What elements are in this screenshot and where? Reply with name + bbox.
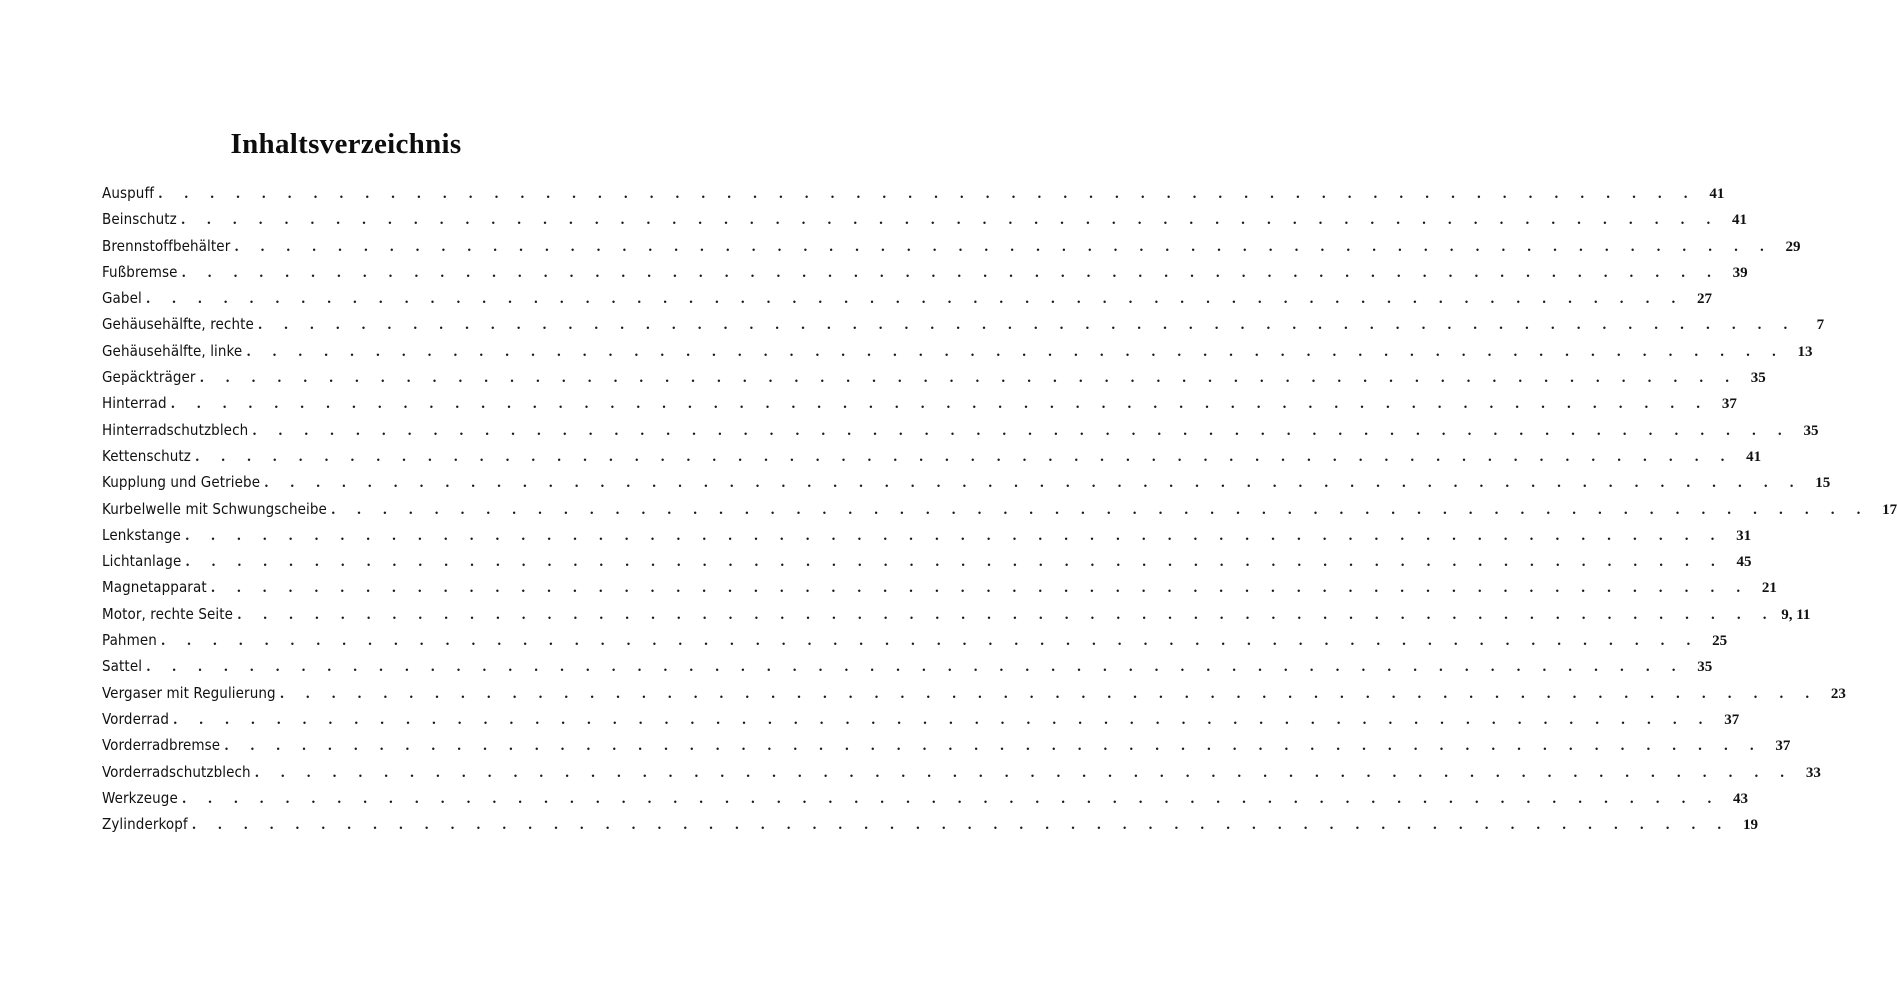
dot-leader: . . . . . . . . . . . . . . . . . . . . . . . . . . . . . . . . . . . . . . . . . . . . . . . . . . . . . . . . . . . .	[180, 213, 1719, 229]
toc-entry-label: Vorderradschutzblech	[102, 762, 251, 781]
toc-entry-label: Auspuff	[102, 184, 155, 202]
toc-entry-page-number: 9, 11	[1781, 606, 1811, 623]
dot-leader: . . . . . . . . . . . . . . . . . . . . . . . . . . . . . . . . . . . . . . . . . . . . . . . . . . . . . . . . . . . .	[181, 791, 1721, 807]
toc-entry-page-number: 29	[1785, 238, 1801, 255]
dot-leader: . . . . . . . . . . . . . . . . . . . . . . . . . . . . . . . . . . . . . . . . . . . . . . . . . . . . . . . . . . . .	[224, 739, 1763, 755]
dot-leader: . . . . . . . . . . . . . . . . . . . . . . . . . . . . . . . . . . . . . . . . . . . . . . . . . . . . . . . . . . . .	[264, 476, 1803, 492]
toc-entry-label: Gabel	[102, 289, 142, 308]
toc-entry-page-number: 37	[1775, 738, 1791, 755]
table-of-contents	[102, 180, 1897, 837]
dot-leader: . . . . . . . . . . . . . . . . . . . . . . . . . . . . . . . . . . . . . . . . . . . . . . . . . . . . . . . . . . . .	[170, 397, 1709, 413]
toc-entry	[102, 285, 1713, 311]
toc-entry-label: Gepäckträger	[102, 368, 196, 387]
toc-entry	[102, 259, 1748, 285]
dot-leader: . . . . . . . . . . . . . . . . . . . . . . . . . . . . . . . . . . . . . . . . . . . . . . . . . . . . . . . . . . . .	[279, 686, 1818, 702]
toc-entry	[102, 653, 1713, 679]
dot-leader: . . . . . . . . . . . . . . . . . . . . . . . . . . . . . . . . . . . . . . . . . . . . . . . . . . . . . . . . . . . .	[181, 265, 1720, 281]
dot-leader: . . . . . . . . . . . . . . . . . . . . . . . . . . . . . . . . . . . . . . . . . . . . . . . . . . . . . . . . . . . .	[158, 187, 1697, 202]
toc-entry	[102, 364, 1766, 390]
toc-entry	[102, 759, 1821, 785]
toc-entry	[102, 627, 1728, 653]
toc-entry-label: Hinterradschutzblech	[102, 420, 249, 439]
toc-entry-page-number: 41	[1709, 186, 1725, 202]
toc-entry-page-number: 41	[1746, 448, 1762, 465]
dot-leader: . . . . . . . . . . . . . . . . . . . . . . . . . . . . . . . . . . . . . . . . . . . . . . . . . . . . . . . . . . . .	[191, 818, 1730, 834]
dot-leader: . . . . . . . . . . . . . . . . . . . . . . . . . . . . . . . . . . . . . . . . . . . . . . . . . . . . . . . . . . . .	[254, 765, 1793, 781]
toc-entry-label: Brennstoffbehälter	[102, 236, 231, 255]
dot-leader: . . . . . . . . . . . . . . . . . . . . . . . . . . . . . . . . . . . . . . . . . . . . . . . . . . . . . . . . . . . .	[330, 502, 1870, 518]
toc-entry-page-number: 35	[1697, 659, 1713, 676]
dot-leader: . . . . . . . . . . . . . . . . . . . . . . . . . . . . . . . . . . . . . . . . . . . . . . . . . . . . . . . . . . . .	[237, 607, 1776, 623]
toc-entry	[102, 180, 1725, 206]
toc-entry-label: Vorderradbremse	[102, 736, 221, 755]
dot-leader: . . . . . . . . . . . . . . . . . . . . . . . . . . . . . . . . . . . . . . . . . . . . . . . . . . . . . . . . . . . .	[145, 292, 1685, 308]
toc-entry	[102, 233, 1801, 259]
toc-entry-label: Hinterrad	[102, 394, 167, 413]
toc-entry-page-number: 39	[1732, 264, 1748, 281]
toc-entry-label: Pahmen	[102, 631, 157, 650]
toc-entry-label: Vergaser mit Regulierung	[102, 683, 276, 702]
page-title: Inhaltsverzeichnis	[230, 128, 462, 160]
toc-entry-label: Kurbelwelle mit Schwungscheibe	[102, 499, 327, 518]
toc-entry	[102, 496, 1897, 522]
dot-leader: . . . . . . . . . . . . . . . . . . . . . . . . . . . . . . . . . . . . . . . . . . . . . . . . . . . . . . . . . . . .	[185, 555, 1724, 571]
dot-leader: . . . . . . . . . . . . . . . . . . . . . . . . . . . . . . . . . . . . . . . . . . . . . . . . . . . . . . . . . . . .	[173, 712, 1712, 728]
dot-leader: . . . . . . . . . . . . . . . . . . . . . . . . . . . . . . . . . . . . . . . . . . . . . . . . . . . . . . . . . . . .	[234, 239, 1773, 255]
dot-leader: . . . . . . . . . . . . . . . . . . . . . . . . . . . . . . . . . . . . . . . . . . . . . . . . . . . . . . . . . . . .	[252, 423, 1791, 439]
toc-entry	[102, 443, 1762, 469]
toc-entry-page-number: 37	[1724, 711, 1740, 728]
toc-entry-page-number: 13	[1797, 343, 1813, 360]
toc-entry-label: Vorderrad	[102, 709, 170, 728]
dot-leader: . . . . . . . . . . . . . . . . . . . . . . . . . . . . . . . . . . . . . . . . . . . . . . . . . . . . . . . . . . . .	[257, 318, 1797, 334]
toc-entry	[102, 548, 1752, 574]
toc-entry	[102, 574, 1777, 600]
dot-leader: . . . . . . . . . . . . . . . . . . . . . . . . . . . . . . . . . . . . . . . . . . . . . . . . . . . . . . . . . . . .	[210, 581, 1749, 597]
toc-entry-page-number: 37	[1721, 396, 1737, 413]
toc-entry-label: Gehäusehälfte, rechte	[102, 315, 254, 334]
toc-entry	[102, 785, 1749, 811]
toc-entry-page-number: 25	[1712, 633, 1728, 650]
toc-entry-label: Magnetapparat	[102, 578, 207, 597]
toc-entry-page-number: 21	[1761, 580, 1777, 597]
toc-entry-label: Gehäusehälfte, linke	[102, 341, 243, 360]
dot-leader: . . . . . . . . . . . . . . . . . . . . . . . . . . . . . . . . . . . . . . . . . . . . . . . . . . . . . . . . . . . .	[199, 371, 1738, 387]
toc-entry-label: Fußbremse	[102, 262, 178, 281]
toc-entry-page-number: 23	[1830, 685, 1846, 702]
toc-entry	[102, 732, 1791, 758]
toc-entry-page-number: 7	[1816, 317, 1825, 334]
toc-entry	[102, 706, 1740, 732]
toc-entry	[102, 601, 1811, 627]
toc-entry-page-number: 33	[1805, 764, 1821, 781]
toc-entry	[102, 311, 1825, 337]
toc-entry	[102, 390, 1737, 416]
toc-entry-page-number: 19	[1742, 817, 1758, 834]
toc-entry-page-number: 31	[1736, 527, 1752, 544]
toc-entry	[102, 417, 1819, 443]
toc-entry	[102, 338, 1813, 364]
toc-entry-label: Lichtanlage	[102, 552, 182, 571]
toc-entry-page-number: 17	[1882, 501, 1897, 518]
dot-leader: . . . . . . . . . . . . . . . . . . . . . . . . . . . . . . . . . . . . . . . . . . . . . . . . . . . . . . . . . . . .	[246, 344, 1785, 360]
toc-entry-page-number: 35	[1750, 370, 1766, 387]
toc-entry-page-number: 35	[1803, 422, 1819, 439]
toc-entry-label: Werkzeuge	[102, 788, 178, 807]
toc-entry	[102, 811, 1758, 837]
toc-entry	[102, 680, 1846, 706]
toc-entry-label: Zylinderkopf	[102, 815, 188, 834]
toc-entry-page-number: 45	[1736, 554, 1752, 571]
dot-leader: . . . . . . . . . . . . . . . . . . . . . . . . . . . . . . . . . . . . . . . . . . . . . . . . . . . . . . . . . . . .	[146, 660, 1685, 676]
dot-leader: . . . . . . . . . . . . . . . . . . . . . . . . . . . . . . . . . . . . . . . . . . . . . . . . . . . . . . . . . . . .	[184, 528, 1724, 544]
toc-entry-label: Motor, rechte Seite	[102, 604, 234, 623]
dot-leader: . . . . . . . . . . . . . . . . . . . . . . . . . . . . . . . . . . . . . . . . . . . . . . . . . . . . . . . . . . . .	[160, 634, 1700, 650]
toc-entry-label: Beinschutz	[102, 210, 177, 229]
toc-entry	[102, 469, 1831, 495]
toc-entry-page-number: 41	[1732, 212, 1747, 229]
toc-entry-label: Kupplung und Getriebe	[102, 473, 261, 492]
toc-entry	[102, 522, 1752, 548]
toc-entry-label: Lenkstange	[102, 525, 181, 544]
toc-entry-page-number: 43	[1733, 790, 1749, 807]
toc-entry-label: Sattel	[102, 657, 143, 676]
toc-entry	[102, 206, 1747, 232]
dot-leader: . . . . . . . . . . . . . . . . . . . . . . . . . . . . . . . . . . . . . . . . . . . . . . . . . . . . . . . . . . . .	[194, 449, 1734, 465]
toc-entry-label: Kettenschutz	[102, 446, 191, 465]
toc-entry-page-number: 15	[1815, 475, 1831, 492]
toc-entry-page-number: 27	[1697, 291, 1713, 308]
